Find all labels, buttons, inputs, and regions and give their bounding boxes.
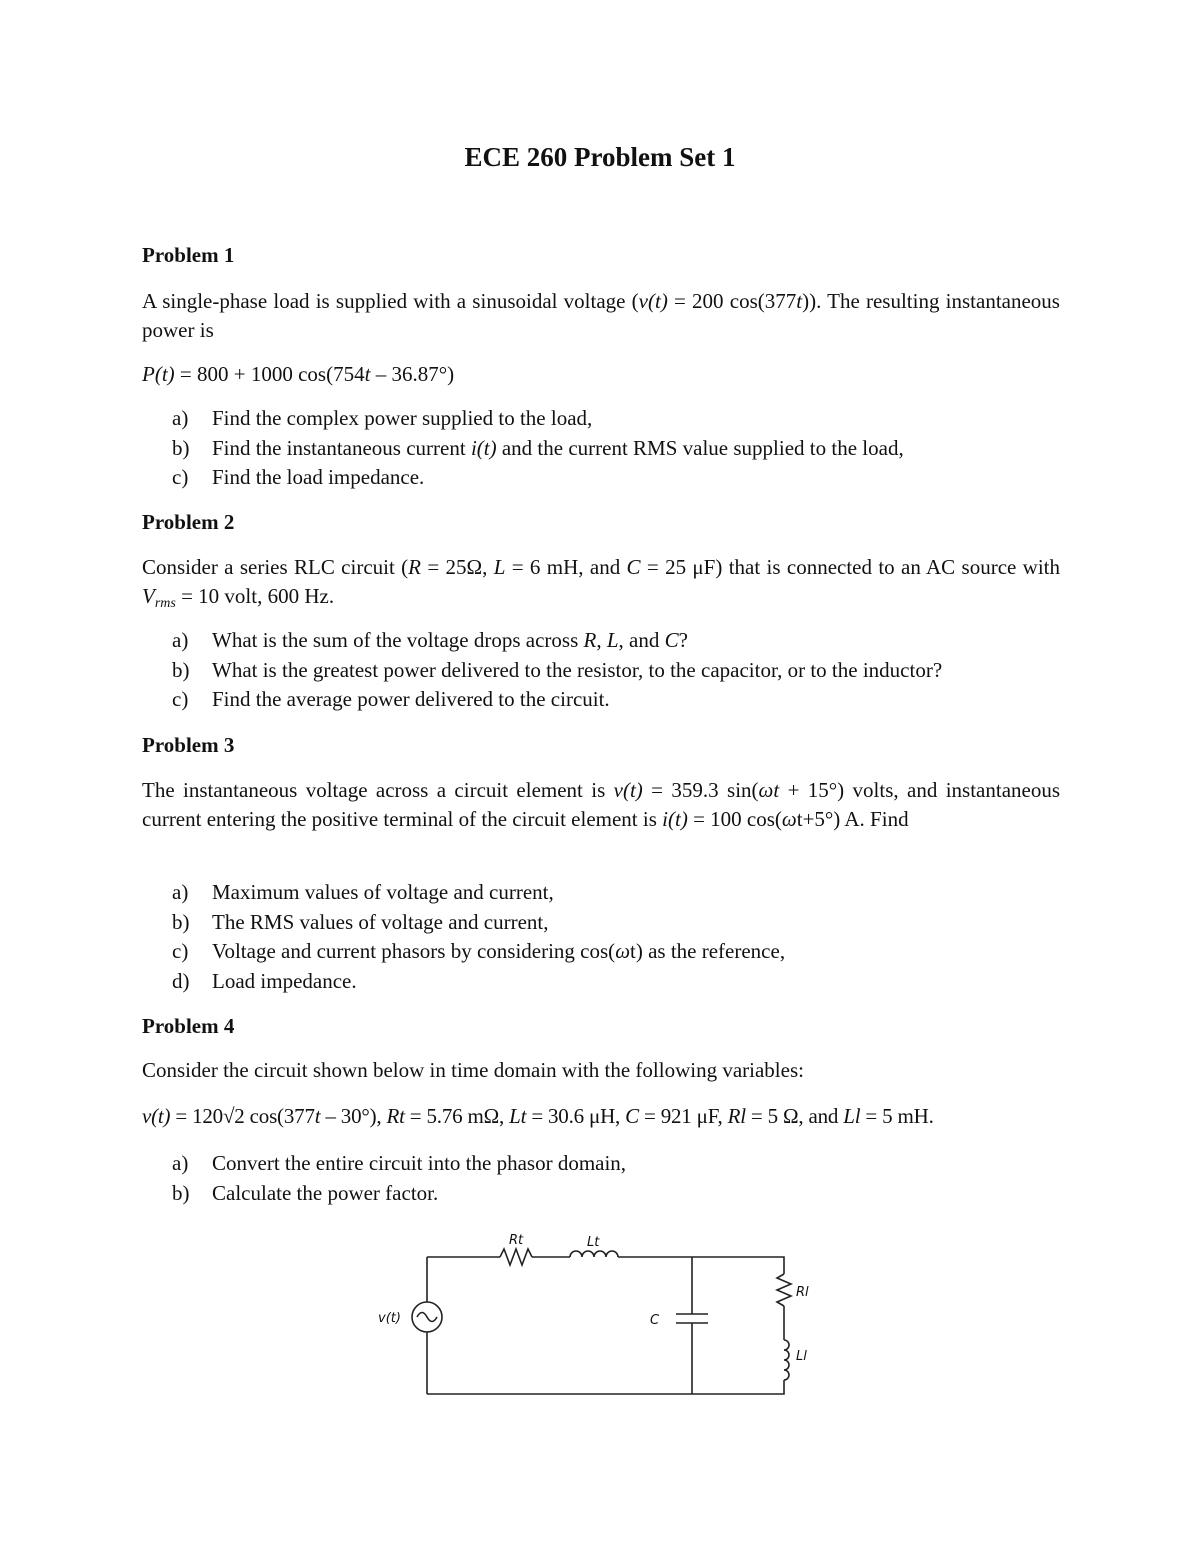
list-item: a) What is the sum of the voltage drops across R, L, and C?	[172, 628, 688, 652]
problem-1-intro: A single-phase load is supplied with a sinusoidal voltage (v(t) = 200 cos(377t)). The resulting instantaneous power is	[142, 289, 1060, 342]
list-item: b) What is the greatest power delivered to the resistor, to the capacitor, or to the inductor?	[172, 657, 943, 682]
problem-4-list	[172, 1149, 626, 1208]
list-item: b) Calculate the power factor.	[172, 1180, 439, 1205]
list-item: d) Load impedance.	[172, 968, 357, 993]
wire-bottom	[427, 1380, 784, 1394]
list-item: b) The RMS values of voltage and current,	[172, 909, 549, 934]
problem-4-intro: Consider the circuit shown below in time domain with the following variables:	[142, 1058, 804, 1082]
list-item: a) Find the complex power supplied to the load,	[172, 406, 593, 430]
source-label: v(t)	[378, 1311, 401, 1326]
ll-inductor	[784, 1340, 789, 1380]
problem-2-intro: Consider a series RLC circuit (R = 25Ω, L = 6 mH, and C = 25 μF) that is connected to an AC source with $V_{rms} = 10$ volt, 600 Hz.	[142, 555, 1061, 611]
list-item: b) Find the instantaneous current i(t) and the current RMS value supplied to the load,	[172, 435, 904, 460]
rl-resistor	[777, 1274, 791, 1306]
lt-label: Lt	[587, 1235, 600, 1250]
list-item: a) Convert the entire circuit into the phasor domain,	[172, 1151, 627, 1175]
capacitor	[676, 1314, 708, 1323]
ac-wave	[417, 1313, 437, 1322]
rl-label: Rl	[796, 1285, 809, 1300]
problem-2-list	[172, 626, 942, 715]
list-item: a) Maximum values of voltage and current,	[172, 880, 554, 904]
list-item: c) Voltage and current phasors by considering cos(ωt) as the reference,	[172, 939, 786, 963]
page-title: ECE 260 Problem Set 1	[464, 142, 736, 172]
ll-label: Ll	[796, 1349, 807, 1364]
problem-1-list	[172, 404, 904, 493]
problem-1-power-equation: P(t) = 800 + 1000 cos(754t – 36.87°)	[142, 362, 455, 386]
rt-label: Rt	[509, 1233, 524, 1248]
rt-resistor	[500, 1249, 532, 1265]
list-item: c) Find the load impedance.	[172, 465, 425, 489]
problem-3-list	[172, 878, 785, 996]
problem-2-heading: Problem 2	[142, 510, 235, 534]
c-label: C	[650, 1313, 660, 1328]
problem-4-variables: v(t) = 120√2 cos(377t – 30°), Rt = 5.76 mΩ, Lt = 30.6 μH, C = 921 μF, Rl = 5 Ω, and Ll = 5 mH.	[142, 1104, 934, 1128]
problem-1-heading: Problem 1	[142, 243, 235, 267]
problem-4-heading: Problem 4	[142, 1014, 235, 1038]
lt-inductor	[570, 1251, 618, 1257]
circuit-diagram	[370, 1222, 830, 1407]
problem-3-intro: The instantaneous voltage across a circuit element is v(t) = 359.3 sin(ωt + 15°) volts, and instantaneous current entering the positive terminal of the circuit element is i(t) = 100 cos(ωt+5°) A. Find	[142, 778, 1061, 831]
problem-3-heading: Problem 3	[142, 733, 235, 757]
wire-top-right	[618, 1257, 784, 1274]
list-item: c) Find the average power delivered to the circuit.	[172, 687, 610, 711]
